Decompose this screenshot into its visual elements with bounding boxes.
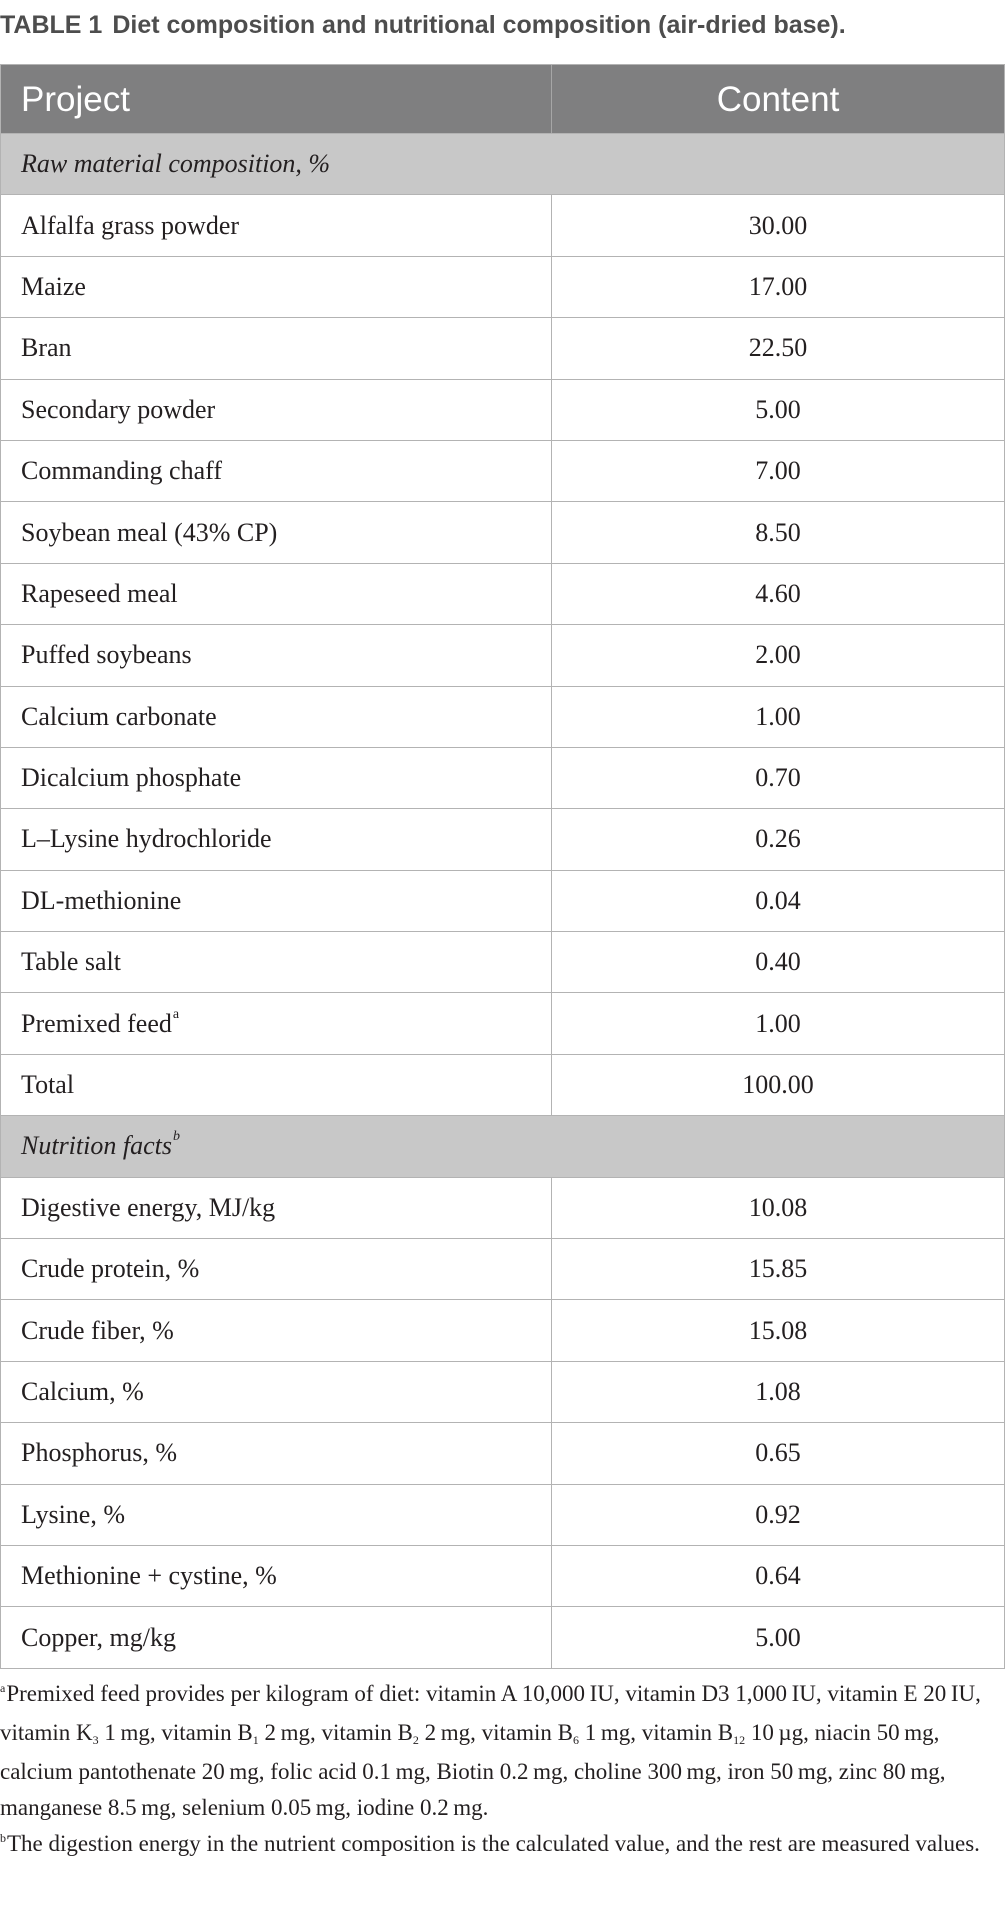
header-content: Content [716,79,840,119]
row-value: 1.08 [755,1377,801,1406]
row-value: 100.00 [742,1070,814,1100]
section-raw-material [1,133,1004,194]
table-footnotes [0,1676,1005,1865]
row-item: Lysine, % [1,1485,552,1545]
row-item: Methionine + cystine, % [1,1546,552,1606]
row-item: Alfalfa grass powder [1,195,552,255]
table-row [1,501,1004,562]
row-item: Soybean meal (43% CP) [1,502,552,562]
table-row [1,1606,1004,1667]
table-row [1,1422,1004,1483]
row-item: Copper, mg/kg [1,1607,552,1667]
row-value: 22.50 [748,333,808,363]
row-value: 7.00 [755,456,801,486]
row-value: 30.00 [748,210,808,240]
row-item: Bran [1,318,552,378]
table-label: TABLE 1 [0,11,103,39]
row-item: Total [1,1055,552,1115]
row-item: Table salt [1,932,552,992]
table-row [1,747,1004,808]
row-item-text: Premixed feed [21,1008,172,1038]
row-item-premixed [1,993,552,1053]
row-value: 4.60 [755,578,801,608]
table-row [1,931,1004,992]
footnote-b-marker: b [0,1831,6,1845]
row-value: 10.08 [748,1192,808,1222]
header-project: Project [1,65,552,133]
footnote-b: $^b$The digestion energy in the nutrient composition is the calculated value, and the rest are measured values. [0,1831,980,1856]
row-value: 0.04 [755,885,801,915]
table-row [1,194,1004,255]
row-value: 0.64 [755,1561,801,1591]
row-item: Crude fiber, % [1,1300,552,1360]
row-value: 1.00 [755,701,801,731]
row-item: Crude protein, % [1,1239,552,1299]
table-header-row [1,65,1004,133]
row-item: Calcium carbonate [1,687,552,747]
table-row [1,1299,1004,1360]
row-item: Secondary powder [1,380,552,440]
table-row [1,317,1004,378]
table-row [1,1484,1004,1545]
row-item: Calcium, % [1,1362,552,1422]
table-row [1,256,1004,317]
table-row [1,808,1004,869]
section-label-text: Nutrition facts [21,1131,172,1161]
table-row [1,440,1004,501]
row-item: Rapeseed meal [1,564,552,624]
row-value: 0.40 [755,947,801,977]
row-value: 15.08 [748,1315,808,1345]
row-item: Maize [1,257,552,317]
footnote-a: $^a$Premixed feed provides per kilogram of diet: vitamin A 10,000 IU, vitamin D3 1,000 IU, vitamin E 20 IU, vitamin $K_3$ 1 mg, vitamin $B_1$ 2 mg, vitamin $B_2$ 2 mg, vitamin $B_6$ 1 mg, vitamin $B_{12}$ 10 µg, niacin 50 mg, calcium pantothenate 20 mg, folic acid 0.1 mg, Biotin 0.2 mg, choline 300 mg, iron 50 mg, zinc 80 mg, manganese 8.5 mg, selenium 0.05 mg, iodine 0.2 mg. [0,1681,981,1820]
table-row [1,624,1004,685]
table-row [1,992,1004,1053]
table-row [1,379,1004,440]
table-row [1,1177,1004,1238]
row-value: 5.00 [755,1622,801,1652]
table-caption [0,6,1005,44]
row-value: 1.00 [755,1008,801,1038]
row-value: 8.50 [755,517,801,547]
section-label [1,1116,1004,1176]
section-nutrition-facts [1,1115,1004,1176]
row-value: 17.00 [748,271,808,301]
footnote-marker: b [172,1129,180,1145]
row-item: Commanding chaff [1,441,552,501]
footnote-marker: a [172,1006,180,1022]
row-value: 5.00 [755,394,801,424]
row-value: 0.26 [755,824,801,854]
row-value: 15.85 [748,1254,808,1284]
section-label: Raw material composition, % [21,149,331,179]
row-value: 2.00 [755,640,801,670]
row-value: 0.92 [755,1499,801,1529]
row-item: Digestive energy, MJ/kg [1,1178,552,1238]
table-row [1,870,1004,931]
table-row [1,1054,1004,1115]
row-item: Puffed soybeans [1,625,552,685]
row-item: L–Lysine hydrochloride [1,809,552,869]
row-item: Phosphorus, % [1,1423,552,1483]
table-row [1,1361,1004,1422]
table-row [1,686,1004,747]
row-item: DL-methionine [1,871,552,931]
row-item: Dicalcium phosphate [1,748,552,808]
diet-composition-table [0,64,1005,1669]
row-value: 0.65 [755,1438,801,1468]
table-title: Diet composition and nutritional composition (air-dried base). [112,11,846,39]
footnote-a-marker: a [0,1681,6,1695]
row-value: 0.70 [755,763,801,793]
table-row [1,563,1004,624]
table-row [1,1238,1004,1299]
table-row [1,1545,1004,1606]
